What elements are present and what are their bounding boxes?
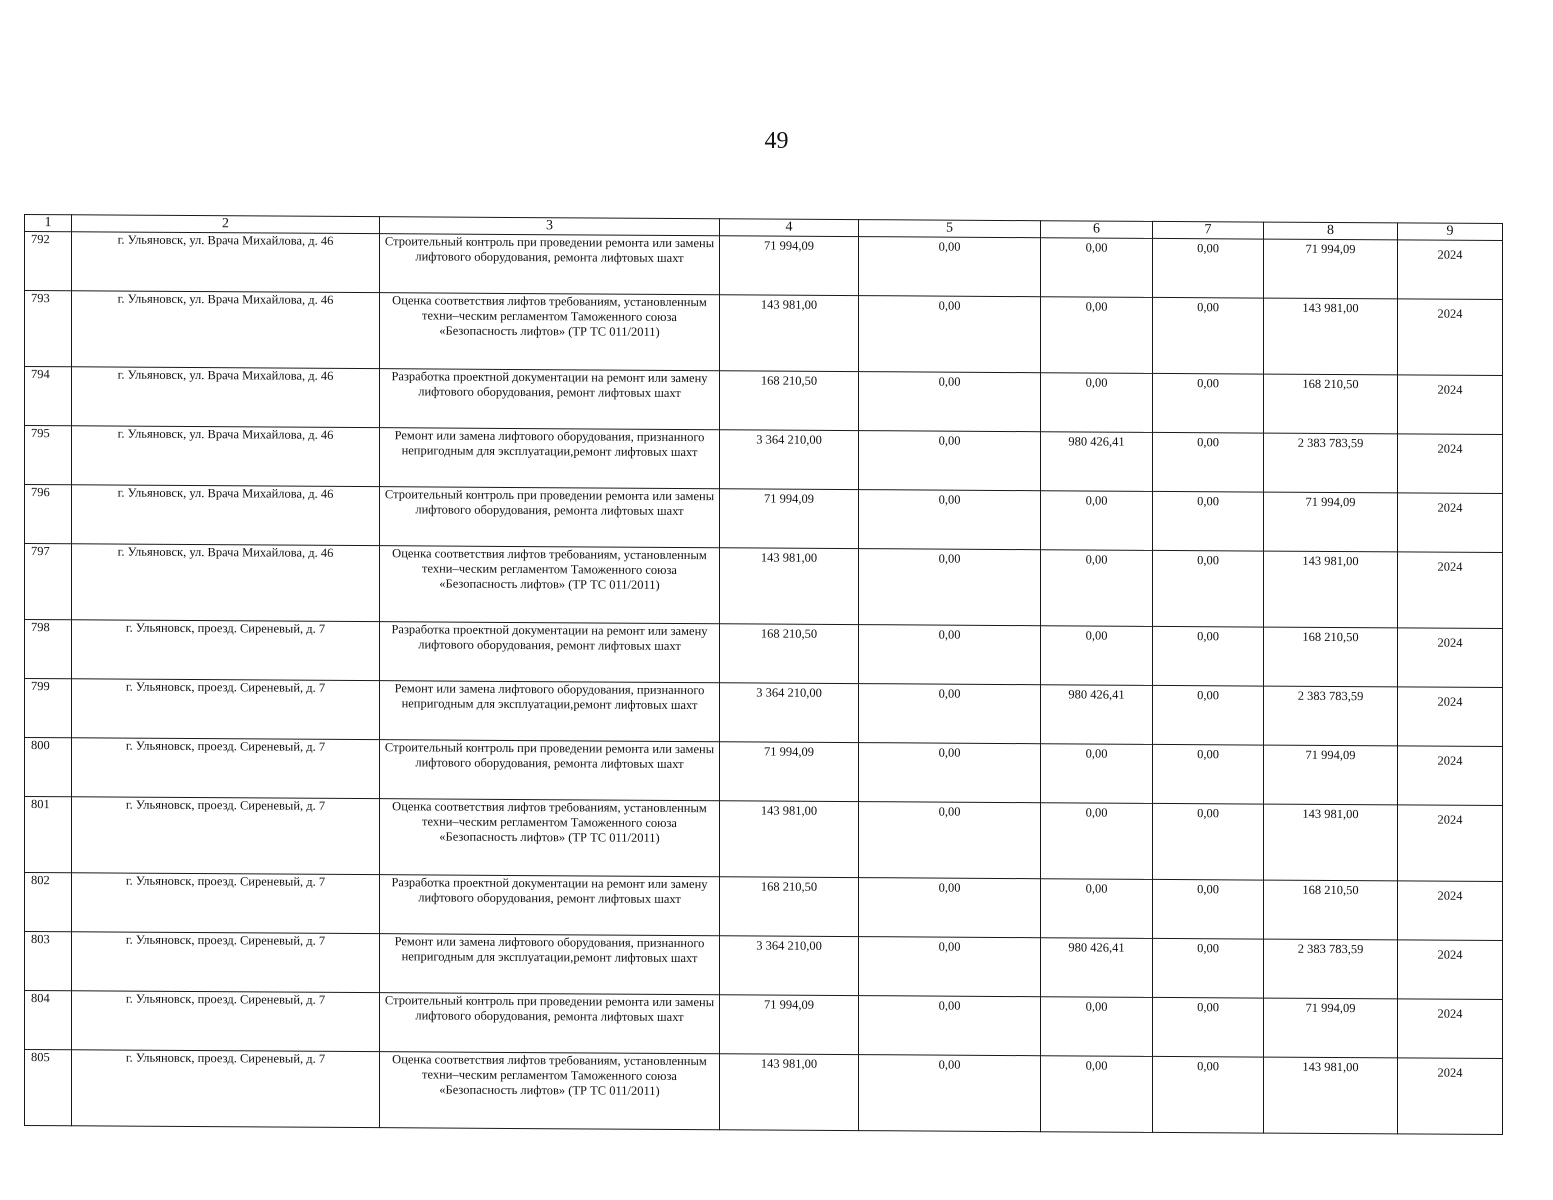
column-6-cell: 0,00: [1041, 373, 1153, 433]
work-description-cell: Строительный контроль при проведении ремонта или замены лифтового оборудования, ремонта лифтовых шахт: [380, 487, 720, 548]
table-row: [25, 426, 1503, 494]
table-row: [25, 797, 1503, 882]
column-header-4: 4: [720, 219, 859, 237]
column-header-6: 6: [1041, 221, 1153, 239]
column-6-cell: 0,00: [1041, 997, 1153, 1057]
work-description-cell: Оценка соответствия лифтов требованиям, установленным техни–ческим регламентом Таможенного союза «Безопасность лифтов» (ТР ТС 011/2011): [380, 1052, 720, 1130]
row-number: 801: [25, 797, 72, 873]
address-cell: г. Ульяновск, проезд. Сиреневый, д. 7: [72, 932, 380, 993]
year-cell: 2024: [1398, 687, 1503, 747]
address-cell: г. Ульяновск, ул. Врача Михайлова, д. 46: [72, 232, 380, 293]
column-8-cell: 2 383 783,59: [1264, 939, 1398, 999]
row-number: 805: [25, 1050, 72, 1126]
column-5-cell: 0,00: [859, 372, 1041, 432]
table-row: [25, 932, 1503, 1000]
year-cell: 2024: [1398, 375, 1503, 435]
column-5-cell: 0,00: [859, 937, 1041, 997]
row-number: 799: [25, 679, 72, 738]
works-table: [24, 214, 1503, 1135]
work-description-cell: Оценка соответствия лифтов требованиям, установленным техни–ческим регламентом Таможенного союза «Безопасность лифтов» (ТР ТС 011/2011): [380, 293, 720, 371]
column-5-cell: 0,00: [859, 878, 1041, 938]
work-description-cell: Ремонт или замена лифтового оборудования, признанного непригодным для эксплуатации,ремонт лифтовых шахт: [380, 681, 720, 742]
row-number: 803: [25, 932, 72, 991]
table-row: [25, 367, 1503, 435]
column-6-cell: 0,00: [1041, 238, 1153, 298]
column-7-cell: 0,00: [1153, 938, 1264, 998]
year-cell: 2024: [1398, 552, 1503, 629]
year-cell: 2024: [1398, 240, 1503, 300]
column-7-cell: 0,00: [1153, 1056, 1264, 1133]
table-body: [25, 232, 1503, 1135]
column-7-cell: 0,00: [1153, 297, 1264, 374]
column-4-cell: 71 994,09: [720, 489, 859, 549]
column-5-cell: 0,00: [859, 1055, 1041, 1132]
row-number: 800: [25, 738, 72, 797]
column-4-cell: 3 364 210,00: [720, 683, 859, 743]
column-8-cell: 71 994,09: [1264, 998, 1398, 1058]
address-cell: г. Ульяновск, ул. Врача Михайлова, д. 46: [72, 544, 380, 622]
work-description-cell: Строительный контроль при проведении ремонта или замены лифтового оборудования, ремонта лифтовых шахт: [380, 993, 720, 1054]
column-4-cell: 71 994,09: [720, 742, 859, 802]
year-cell: 2024: [1398, 881, 1503, 941]
column-7-cell: 0,00: [1153, 238, 1264, 298]
work-description-cell: Разработка проектной документации на ремонт или замену лифтового оборудования, ремонт лифтовых шахт: [380, 875, 720, 936]
row-number: 792: [25, 232, 72, 291]
address-cell: г. Ульяновск, проезд. Сиреневый, д. 7: [72, 738, 380, 799]
row-number: 798: [25, 620, 72, 679]
column-6-cell: 980 426,41: [1041, 938, 1153, 998]
page-number: 49: [764, 128, 789, 154]
column-8-cell: 71 994,09: [1264, 745, 1398, 805]
table-row: [25, 1050, 1503, 1135]
column-8-cell: 168 210,50: [1264, 374, 1398, 434]
column-5-cell: 0,00: [859, 296, 1041, 373]
column-7-cell: 0,00: [1153, 879, 1264, 939]
column-8-cell: 71 994,09: [1264, 239, 1398, 299]
column-header-7: 7: [1153, 221, 1264, 239]
column-7-cell: 0,00: [1153, 803, 1264, 880]
work-description-cell: Ремонт или замена лифтового оборудования, признанного непригодным для эксплуатации,ремонт лифтовых шахт: [380, 934, 720, 995]
column-7-cell: 0,00: [1153, 626, 1264, 686]
column-4-cell: 168 210,50: [720, 371, 859, 431]
year-cell: 2024: [1398, 493, 1503, 553]
column-7-cell: 0,00: [1153, 685, 1264, 745]
column-4-cell: 3 364 210,00: [720, 936, 859, 996]
column-5-cell: 0,00: [859, 431, 1041, 491]
column-4-cell: 3 364 210,00: [720, 430, 859, 490]
column-8-cell: 71 994,09: [1264, 492, 1398, 552]
column-7-cell: 0,00: [1153, 491, 1264, 551]
column-6-cell: 0,00: [1041, 491, 1153, 551]
address-cell: г. Ульяновск, ул. Врача Михайлова, д. 46: [72, 367, 380, 428]
column-8-cell: 143 981,00: [1264, 804, 1398, 881]
column-7-cell: 0,00: [1153, 997, 1264, 1057]
table-row: [25, 232, 1503, 300]
column-6-cell: 0,00: [1041, 803, 1153, 880]
column-8-cell: 168 210,50: [1264, 627, 1398, 687]
column-header-2: 2: [72, 215, 380, 234]
column-6-cell: 0,00: [1041, 626, 1153, 686]
table-row: [25, 873, 1503, 941]
year-cell: 2024: [1398, 746, 1503, 806]
row-number: 794: [25, 367, 72, 426]
column-5-cell: 0,00: [859, 802, 1041, 879]
table-row: [25, 738, 1503, 806]
year-cell: 2024: [1398, 805, 1503, 882]
year-cell: 2024: [1398, 940, 1503, 1000]
column-header-5: 5: [859, 220, 1041, 238]
table-row: [25, 485, 1503, 553]
column-7-cell: 0,00: [1153, 373, 1264, 433]
year-cell: 2024: [1398, 434, 1503, 494]
year-cell: 2024: [1398, 299, 1503, 376]
address-cell: г. Ульяновск, ул. Врача Михайлова, д. 46: [72, 426, 380, 487]
row-number: 804: [25, 991, 72, 1050]
row-number: 796: [25, 485, 72, 544]
address-cell: г. Ульяновск, ул. Врача Михайлова, д. 46: [72, 485, 380, 546]
work-description-cell: Разработка проектной документации на ремонт или замену лифтового оборудования, ремонт лифтовых шахт: [380, 622, 720, 683]
column-header-9: 9: [1398, 223, 1503, 241]
address-cell: г. Ульяновск, проезд. Сиреневый, д. 7: [72, 873, 380, 934]
column-8-cell: 168 210,50: [1264, 880, 1398, 940]
work-description-cell: Оценка соответствия лифтов требованиям, установленным техни–ческим регламентом Таможенного союза «Безопасность лифтов» (ТР ТС 011/2011): [380, 546, 720, 624]
column-5-cell: 0,00: [859, 549, 1041, 626]
address-cell: г. Ульяновск, ул. Врача Михайлова, д. 46: [72, 291, 380, 369]
column-6-cell: 0,00: [1041, 879, 1153, 939]
column-4-cell: 71 994,09: [720, 236, 859, 296]
column-4-cell: 143 981,00: [720, 548, 859, 625]
year-cell: 2024: [1398, 628, 1503, 688]
column-8-cell: 2 383 783,59: [1264, 433, 1398, 493]
year-cell: 2024: [1398, 999, 1503, 1059]
column-5-cell: 0,00: [859, 490, 1041, 550]
column-8-cell: 143 981,00: [1264, 551, 1398, 628]
column-6-cell: 0,00: [1041, 1056, 1153, 1133]
table-row: [25, 620, 1503, 688]
column-6-cell: 0,00: [1041, 297, 1153, 374]
table-row: [25, 291, 1503, 376]
column-5-cell: 0,00: [859, 996, 1041, 1056]
row-number: 797: [25, 544, 72, 620]
column-6-cell: 0,00: [1041, 550, 1153, 627]
address-cell: г. Ульяновск, проезд. Сиреневый, д. 7: [72, 1050, 380, 1128]
row-number: 793: [25, 291, 72, 367]
table-row: [25, 991, 1503, 1059]
column-8-cell: 143 981,00: [1264, 298, 1398, 375]
column-5-cell: 0,00: [859, 684, 1041, 744]
column-6-cell: 980 426,41: [1041, 432, 1153, 492]
table-row: [25, 679, 1503, 747]
column-8-cell: 143 981,00: [1264, 1057, 1398, 1134]
table-row: [25, 544, 1503, 629]
column-6-cell: 980 426,41: [1041, 685, 1153, 745]
column-7-cell: 0,00: [1153, 550, 1264, 627]
column-header-8: 8: [1264, 222, 1398, 240]
column-8-cell: 2 383 783,59: [1264, 686, 1398, 746]
column-4-cell: 71 994,09: [720, 995, 859, 1055]
column-4-cell: 143 981,00: [720, 295, 859, 372]
column-7-cell: 0,00: [1153, 432, 1264, 492]
column-5-cell: 0,00: [859, 237, 1041, 297]
column-4-cell: 168 210,50: [720, 877, 859, 937]
work-description-cell: Ремонт или замена лифтового оборудования, признанного непригодным для эксплуатации,ремонт лифтовых шахт: [380, 428, 720, 489]
address-cell: г. Ульяновск, проезд. Сиреневый, д. 7: [72, 991, 380, 1052]
column-header-1: 1: [25, 215, 72, 232]
work-description-cell: Строительный контроль при проведении ремонта или замены лифтового оборудования, ремонта лифтовых шахт: [380, 740, 720, 801]
work-description-cell: Разработка проектной документации на ремонт или замену лифтового оборудования, ремонт лифтовых шахт: [380, 369, 720, 430]
column-5-cell: 0,00: [859, 625, 1041, 685]
address-cell: г. Ульяновск, проезд. Сиреневый, д. 7: [72, 797, 380, 875]
row-number: 795: [25, 426, 72, 485]
column-6-cell: 0,00: [1041, 744, 1153, 804]
year-cell: 2024: [1398, 1058, 1503, 1135]
column-7-cell: 0,00: [1153, 744, 1264, 804]
column-4-cell: 168 210,50: [720, 624, 859, 684]
address-cell: г. Ульяновск, проезд. Сиреневый, д. 7: [72, 620, 380, 681]
row-number: 802: [25, 873, 72, 932]
column-5-cell: 0,00: [859, 743, 1041, 803]
work-description-cell: Оценка соответствия лифтов требованиям, установленным техни–ческим регламентом Таможенного союза «Безопасность лифтов» (ТР ТС 011/2011): [380, 799, 720, 877]
column-4-cell: 143 981,00: [720, 801, 859, 878]
column-4-cell: 143 981,00: [720, 1054, 859, 1131]
address-cell: г. Ульяновск, проезд. Сиреневый, д. 7: [72, 679, 380, 740]
column-header-3: 3: [380, 217, 720, 236]
work-description-cell: Строительный контроль при проведении ремонта или замены лифтового оборудования, ремонта лифтовых шахт: [380, 234, 720, 295]
